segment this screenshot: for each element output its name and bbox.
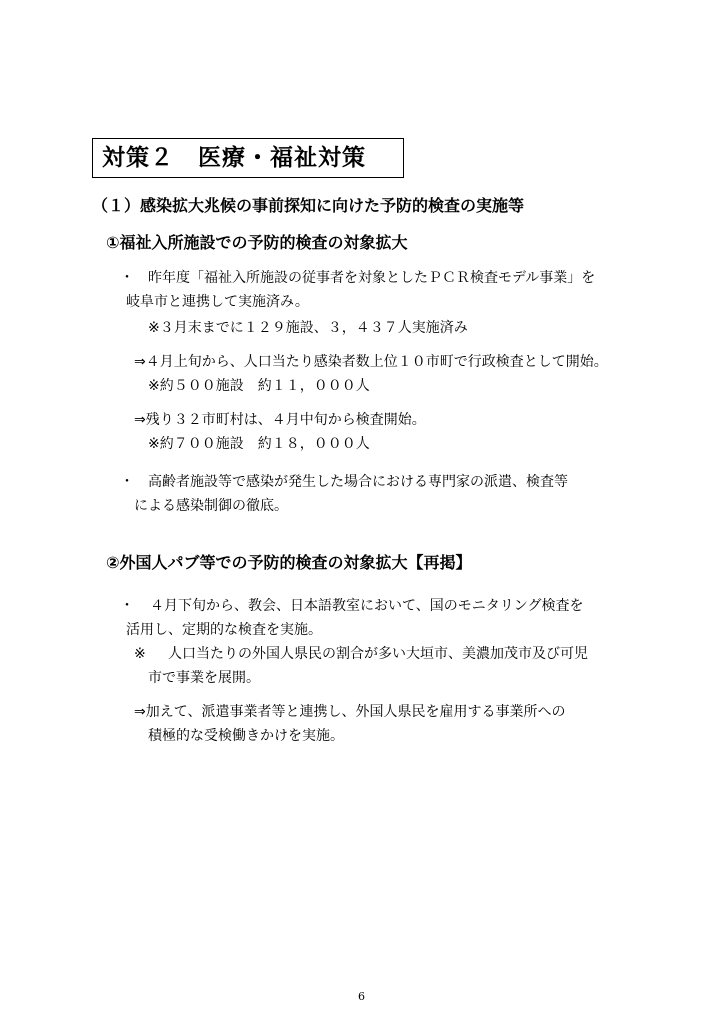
note-line: ※３月末までに１２９施設、３，４３７人実施済み bbox=[148, 320, 468, 336]
bullet-mark: ・ bbox=[120, 474, 134, 490]
note-line: ※約５００施設 約１１，０００人 bbox=[148, 378, 370, 394]
page-number: 6 bbox=[358, 990, 365, 1003]
arrow-line: ⇒加えて、派遣事業者等と連携し、外国人県民を雇用する事業所への bbox=[134, 704, 566, 720]
paragraph-line: ４月下旬から、教会、日本語教室において、国のモニタリング検査を bbox=[150, 598, 584, 614]
subsection-heading-1: ①福祉入所施設での予防的検査の対象拡大 bbox=[106, 233, 408, 252]
arrow-line: ⇒残り３２市町村は、４月中旬から検査開始。 bbox=[134, 412, 426, 428]
paragraph-line: 活用し、定期的な検査を実施。 bbox=[126, 622, 322, 638]
paragraph-line: 高齢者施設等で感染が発生した場合における専門家の派遣、検査等 bbox=[148, 474, 568, 490]
paragraph-line: 昨年度「福祉入所施設の従事者を対象としたＰＣＲ検査モデル事業」を bbox=[148, 270, 596, 286]
note-mark: ※ bbox=[134, 646, 146, 662]
bullet-mark: ・ bbox=[120, 270, 134, 286]
note-line: ※約７００施設 約１８，０００人 bbox=[148, 436, 370, 452]
arrow-line: ⇒４月上旬から、人口当たり感染者数上位１０市町で行政検査として開始。 bbox=[134, 354, 608, 370]
arrow-line-continued: 積極的な受検働きかけを実施。 bbox=[148, 728, 344, 744]
page-title: 対策２ 医療・福祉対策 bbox=[102, 145, 366, 171]
paragraph-line: による感染制御の徹底。 bbox=[134, 498, 288, 514]
section-heading: （１）感染拡大兆候の事前探知に向けた予防的検査の実施等 bbox=[92, 196, 525, 215]
note-line: 人口当たりの外国人県民の割合が多い大垣市、美濃加茂市及び可児 bbox=[168, 646, 588, 662]
bullet-mark: ・ bbox=[120, 598, 134, 614]
subsection-heading-2: ②外国人パブ等での予防的検査の対象拡大【再掲】 bbox=[106, 553, 472, 572]
note-line: 市で事業を展開。 bbox=[148, 670, 260, 686]
paragraph-line: 岐阜市と連携して実施済み。 bbox=[126, 294, 309, 310]
